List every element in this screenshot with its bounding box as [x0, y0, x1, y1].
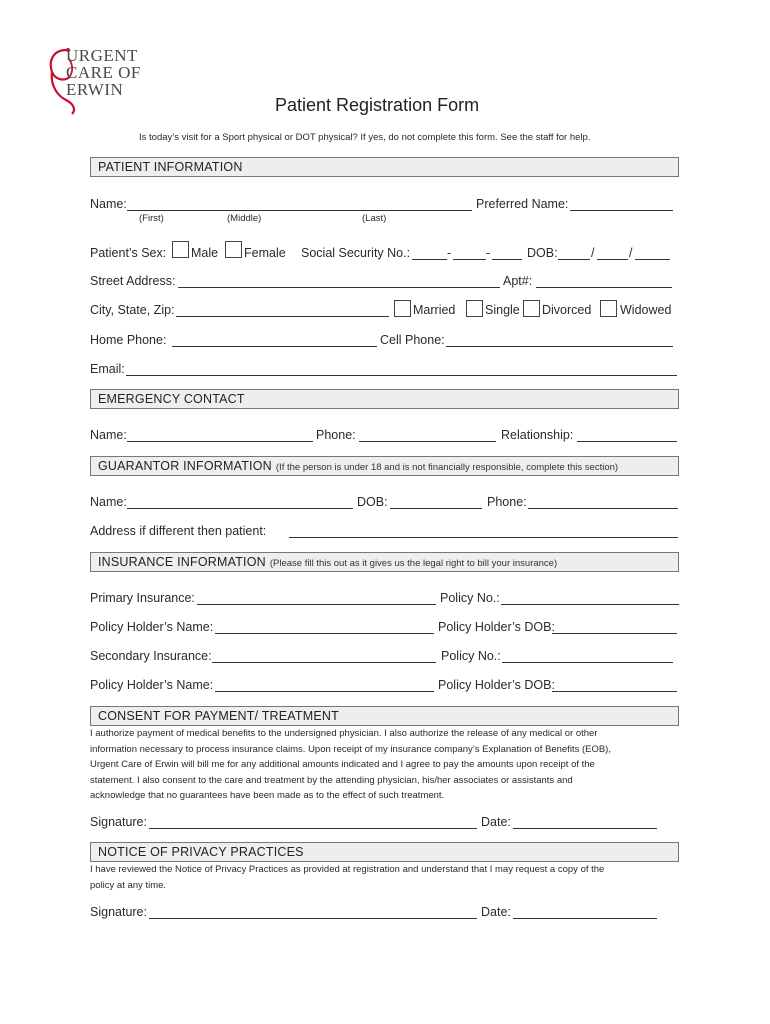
female-label: Female — [244, 246, 286, 260]
consent-line: acknowledge that no guarantees have been made as to the effect of such treatment. — [90, 790, 445, 801]
ssn-separator: - — [447, 246, 452, 260]
logo-line-2: CARE OF — [66, 63, 141, 82]
section-patient-information — [90, 157, 679, 177]
dob-label: DOB: — [527, 246, 558, 260]
privacy-signature-label: Signature: — [90, 905, 147, 919]
emergency-phone-label: Phone: — [316, 428, 356, 442]
privacy-paragraph — [90, 862, 670, 893]
policy-no-2-field[interactable] — [502, 662, 673, 663]
section-title: INSURANCE INFORMATION — [98, 555, 266, 569]
section-privacy — [90, 842, 679, 862]
preferred-name-label: Preferred Name: — [476, 197, 569, 211]
form-title: Patient Registration Form — [275, 95, 480, 115]
emergency-phone-field[interactable] — [359, 441, 496, 442]
home-phone-field[interactable] — [172, 346, 377, 347]
policy-no-2-label: Policy No.: — [441, 649, 501, 663]
street-address-label: Street Address: — [90, 274, 176, 288]
privacy-line: I have reviewed the Notice of Privacy Practices as provided at registration and understand that I may request a copy of the — [90, 864, 605, 875]
privacy-date-label: Date: — [481, 905, 511, 919]
section-consent — [90, 706, 679, 726]
apt-field[interactable] — [536, 287, 672, 288]
sex-label: Patient’s Sex: — [90, 246, 167, 260]
name-field[interactable] — [127, 210, 472, 211]
consent-date-field[interactable] — [513, 828, 657, 829]
cell-phone-label: Cell Phone: — [380, 333, 445, 347]
guarantor-name-label: Name: — [90, 495, 127, 509]
dob-separator: / — [591, 246, 595, 260]
secondary-insurance-field[interactable] — [212, 662, 436, 663]
male-label: Male — [191, 246, 219, 260]
instruction-text: Is today’s visit for a Sport physical or DOT physical? If yes, do not complete this form. See the staff for help. — [139, 132, 591, 143]
policy-no-label: Policy No.: — [440, 591, 500, 605]
section-emergency-contact — [90, 389, 679, 409]
logo-line-3: ERWIN — [66, 80, 124, 99]
guarantor-dob-field[interactable] — [390, 508, 482, 509]
guarantor-address-label: Address if different then patient: — [90, 524, 267, 538]
last-hint: (Last) — [362, 213, 387, 224]
privacy-line: policy at any time. — [90, 879, 167, 891]
consent-signature-label: Signature: — [90, 815, 147, 829]
ssn-separator: - — [486, 246, 491, 260]
emergency-name-field[interactable] — [127, 441, 313, 442]
section-title: GUARANTOR INFORMATION — [98, 459, 272, 473]
dob-year-field[interactable] — [635, 259, 670, 260]
ssn-field-3[interactable] — [492, 259, 522, 260]
policy-holder-dob-2-field[interactable] — [552, 691, 677, 692]
email-label: Email: — [90, 362, 125, 376]
apt-label: Apt#: — [503, 274, 533, 288]
consent-line: statement. I also consent to the care and treatment by the attending physician, his/her associates or assistants and — [90, 774, 573, 786]
guarantor-phone-field[interactable] — [528, 508, 678, 509]
name-label: Name: — [90, 197, 127, 211]
preferred-name-field[interactable] — [570, 210, 673, 211]
section-title: EMERGENCY CONTACT — [98, 392, 245, 406]
section-note: (Please fill this out as it gives us the legal right to bill your insurance) — [269, 558, 558, 569]
consent-line: information necessary to process insurance claims. Upon receipt of my insurance company’s Explanation of Benefits (EOB), — [90, 743, 611, 755]
dob-separator: / — [629, 246, 633, 260]
section-note: (If the person is under 18 and is not financially responsible, complete this section) — [275, 462, 619, 473]
policy-holder-dob-label: Policy Holder’s DOB: — [438, 620, 555, 634]
consent-paragraph — [90, 726, 670, 804]
policy-holder-name-label: Policy Holder’s Name: — [90, 620, 214, 634]
single-checkbox[interactable] — [466, 300, 483, 317]
section-title: CONSENT FOR PAYMENT/ TREATMENT — [98, 709, 339, 723]
dob-month-field[interactable] — [558, 259, 590, 260]
policy-holder-dob-field[interactable] — [552, 633, 677, 634]
email-field[interactable] — [126, 375, 677, 376]
section-title: PATIENT INFORMATION — [98, 160, 243, 174]
consent-line: Urgent Care of Erwin will bill me for any additional amounts indicated and I agree to pay the amounts upon receipt of the — [90, 759, 595, 770]
consent-signature-field[interactable] — [149, 828, 477, 829]
home-phone-label: Home Phone: — [90, 333, 167, 347]
relationship-field[interactable] — [577, 441, 677, 442]
widowed-label: Widowed — [620, 303, 672, 317]
married-checkbox[interactable] — [394, 300, 411, 317]
guarantor-address-field[interactable] — [289, 537, 678, 538]
male-checkbox[interactable] — [172, 241, 189, 258]
ssn-field-1[interactable] — [412, 259, 447, 260]
first-hint: (First) — [139, 213, 164, 224]
female-checkbox[interactable] — [225, 241, 242, 258]
city-state-zip-field[interactable] — [176, 316, 389, 317]
ssn-field-2[interactable] — [453, 259, 486, 260]
consent-line: I authorize payment of medical benefits to the undersigned physician. I also authorize the release of any medical or other — [90, 728, 598, 739]
policy-holder-name-field[interactable] — [215, 633, 434, 634]
middle-hint: (Middle) — [227, 213, 262, 224]
street-address-field[interactable] — [178, 287, 500, 288]
policy-holder-dob-2-label: Policy Holder’s DOB: — [438, 678, 555, 692]
ssn-label: Social Security No.: — [301, 246, 411, 260]
cell-phone-field[interactable] — [446, 346, 673, 347]
guarantor-dob-label: DOB: — [357, 495, 388, 509]
section-insurance-information — [90, 552, 679, 572]
emergency-name-label: Name: — [90, 428, 127, 442]
married-label: Married — [413, 303, 456, 317]
primary-insurance-field[interactable] — [197, 604, 436, 605]
relationship-label: Relationship: — [501, 428, 574, 442]
policy-holder-name-2-label: Policy Holder’s Name: — [90, 678, 214, 692]
divorced-checkbox[interactable] — [523, 300, 540, 317]
city-state-zip-label: City, State, Zip: — [90, 303, 175, 317]
widowed-checkbox[interactable] — [600, 300, 617, 317]
single-label: Single — [485, 303, 520, 317]
section-title: NOTICE OF PRIVACY PRACTICES — [98, 845, 304, 859]
secondary-insurance-label: Secondary Insurance: — [90, 649, 212, 663]
privacy-signature-field[interactable] — [149, 918, 477, 919]
dob-day-field[interactable] — [597, 259, 628, 260]
logo-line-1: URGENT — [66, 46, 138, 65]
divorced-label: Divorced — [542, 303, 592, 317]
logo — [44, 46, 174, 116]
policy-no-field[interactable] — [501, 604, 679, 605]
section-guarantor-information — [90, 456, 679, 476]
guarantor-name-field[interactable] — [127, 508, 353, 509]
primary-insurance-label: Primary Insurance: — [90, 591, 195, 605]
guarantor-phone-label: Phone: — [487, 495, 527, 509]
policy-holder-name-2-field[interactable] — [215, 691, 434, 692]
privacy-date-field[interactable] — [513, 918, 657, 919]
consent-date-label: Date: — [481, 815, 511, 829]
